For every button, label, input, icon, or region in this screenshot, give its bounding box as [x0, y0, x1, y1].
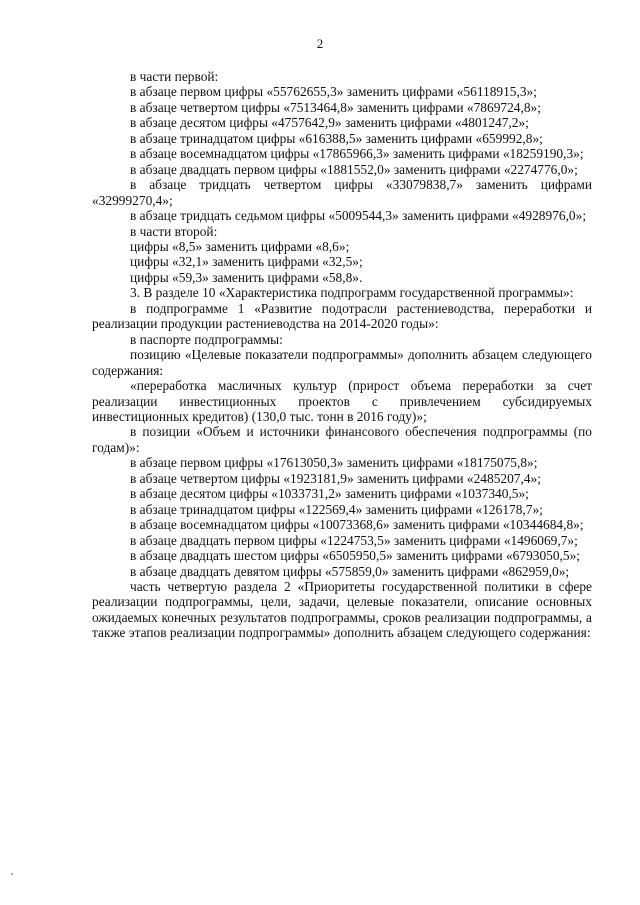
paragraph: в части второй: [130, 223, 218, 239]
paragraph: в абзаце тридцать седьмом цифры «5009544,3» заменить цифрами «4928976,0»; [130, 208, 587, 224]
scan-mark [11, 873, 13, 875]
paragraph: в позиции «Объем и источники финансового обеспечения подпрограммы (по годам)»: [92, 424, 592, 455]
paragraph: цифры «8,5» заменить цифрами «8,6»; [130, 238, 350, 254]
paragraph: в абзаце первом цифры «17613050,3» заменить цифрами «18175075,8»; [130, 455, 538, 471]
paragraph: в абзаце двадцать первом цифры «1224753,5» заменить цифрами «1496069,7»; [130, 532, 578, 548]
page-number: 2 [316, 36, 324, 51]
paragraph: в абзаце двадцать девятом цифры «575859,0» заменить цифрами «862959,0»; [130, 563, 570, 579]
paragraph: в абзаце двадцать шестом цифры «6505950,5» заменить цифрами «6793050,5»; [130, 548, 581, 564]
paragraph: в абзаце тридцать четвертом цифры «33079838,7» заменить цифрами «32999270,4»; [92, 177, 592, 208]
paragraph: в абзаце десятом цифры «4757642,9» заменить цифрами «4801247,2»; [130, 115, 529, 131]
paragraph: в абзаце восемнадцатом цифры «17865966,3» заменить цифрами «18259190,3»; [130, 146, 584, 162]
document-body [92, 69, 592, 641]
paragraph: в абзаце четвертом цифры «1923181,9» заменить цифрами «2485207,4»; [130, 470, 541, 486]
paragraph: в абзаце четвертом цифры «7513464,8» заменить цифрами «7869724,8»; [130, 99, 541, 115]
paragraph: в абзаце десятом цифры «1033731,2» заменить цифрами «1037340,5»; [130, 486, 529, 502]
paragraph: в паспорте подпрограммы: [130, 331, 283, 347]
paragraph: в абзаце тринадцатом цифры «122569,4» заменить цифрами «126178,7»; [130, 501, 543, 517]
paragraph: позицию «Целевые показатели подпрограммы» дополнить абзацем следующего содержания: [92, 347, 592, 378]
paragraph: в абзаце двадцать первом цифры «1881552,0» заменить цифрами «2274776,0»; [130, 161, 578, 177]
paragraph: цифры «32,1» заменить цифрами «32,5»; [130, 254, 363, 270]
paragraph: в части первой: [130, 69, 219, 84]
paragraph: часть четвертую раздела 2 «Приоритеты государственной политики в сфере реализации подпрограммы, цели, задачи, целевые показатели, описание основных ожидаемых конечных результатов подпрограммы, сроков реализации подпрограммы, а также этапов реализации подпрограммы» дополнить абзацем следующего содержания: [92, 578, 592, 641]
paragraph: в подпрограмме 1 «Развитие подотрасли растениеводства, переработки и реализации продукции растениеводства на 2014-2020 годы»: [92, 300, 592, 332]
paragraph: «переработка масличных культур (прирост объема переработки за счет реализации инвестиционных проектов с привлечением субсидируемых инвестиционных кредитов) (130,0 тыс. тонн в 2016 году)»; [92, 378, 592, 424]
paragraph: в абзаце тринадцатом цифры «616388,5» заменить цифрами «659992,8»; [130, 130, 543, 146]
paragraph: в абзаце первом цифры «55762655,3» заменить цифрами «56118915,3»; [130, 84, 537, 100]
paragraph: 3. В разделе 10 «Характеристика подпрограмм государственной программы»: [130, 285, 574, 301]
paragraph: цифры «59,3» заменить цифрами «58,8». [130, 269, 363, 285]
paragraph: в абзаце восемнадцатом цифры «10073368,6» заменить цифрами «10344684,8»; [130, 517, 584, 533]
